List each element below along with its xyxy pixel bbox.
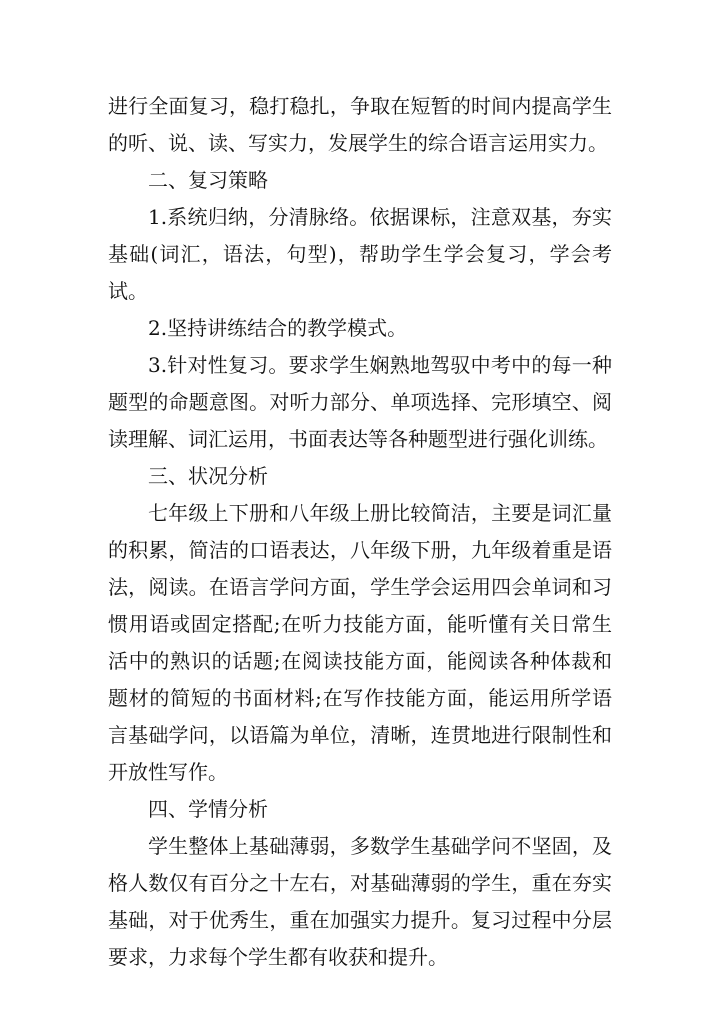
section-heading-learning-analysis: 四、学情分析 — [148, 797, 268, 821]
document-page — [108, 88, 612, 976]
paragraph-continuation: 进行全面复习，稳打稳扎，争取在短暂的时间内提高学生的听、说、读、写实力，发展学生的综合语言运用实力。 — [108, 94, 612, 155]
paragraph-strategy-3: 3.针对性复习。要求学生娴熟地驾驭中考中的每一种题型的命题意图。对听力部分、单项选择、完形填空、阅读理解、词汇运用，书面表达等各种题型进行强化训练。 — [108, 353, 612, 451]
paragraph-strategy-1: 1.系统归纳，分清脉络。依据课标，注意双基，夯实基础(词汇，语法，句型)，帮助学生学会复习，学会考试。 — [108, 205, 612, 303]
paragraph-learning-analysis: 学生整体上基础薄弱，多数学生基础学问不坚固，及格人数仅有百分之十左右，对基础薄弱的学生，重在夯实基础，对于优秀生，重在加强实力提升。复习过程中分层要求，力求每个学生都有收获和提升。 — [108, 834, 612, 969]
paragraph-strategy-2: 2.坚持讲练结合的教学模式。 — [148, 316, 408, 340]
paragraph-situation-analysis: 七年级上下册和八年级上册比较简洁，主要是词汇量的积累，简洁的口语表达，八年级下册，九年级着重是语法，阅读。在语言学问方面，学生学会运用四会单词和习惯用语或固定搭配;在听力技能方面，能听懂有关日常生活中的熟识的话题;在阅读技能方面，能阅读各种体裁和题材的简短的书面材料;在写作技能方面，能运用所学语言基础学问，以语篇为单位，清晰，连贯地进行限制性和开放性写作。 — [108, 501, 612, 784]
section-heading-situation-analysis: 三、状况分析 — [148, 464, 268, 488]
section-heading-review-strategy: 二、复习策略 — [148, 168, 268, 192]
